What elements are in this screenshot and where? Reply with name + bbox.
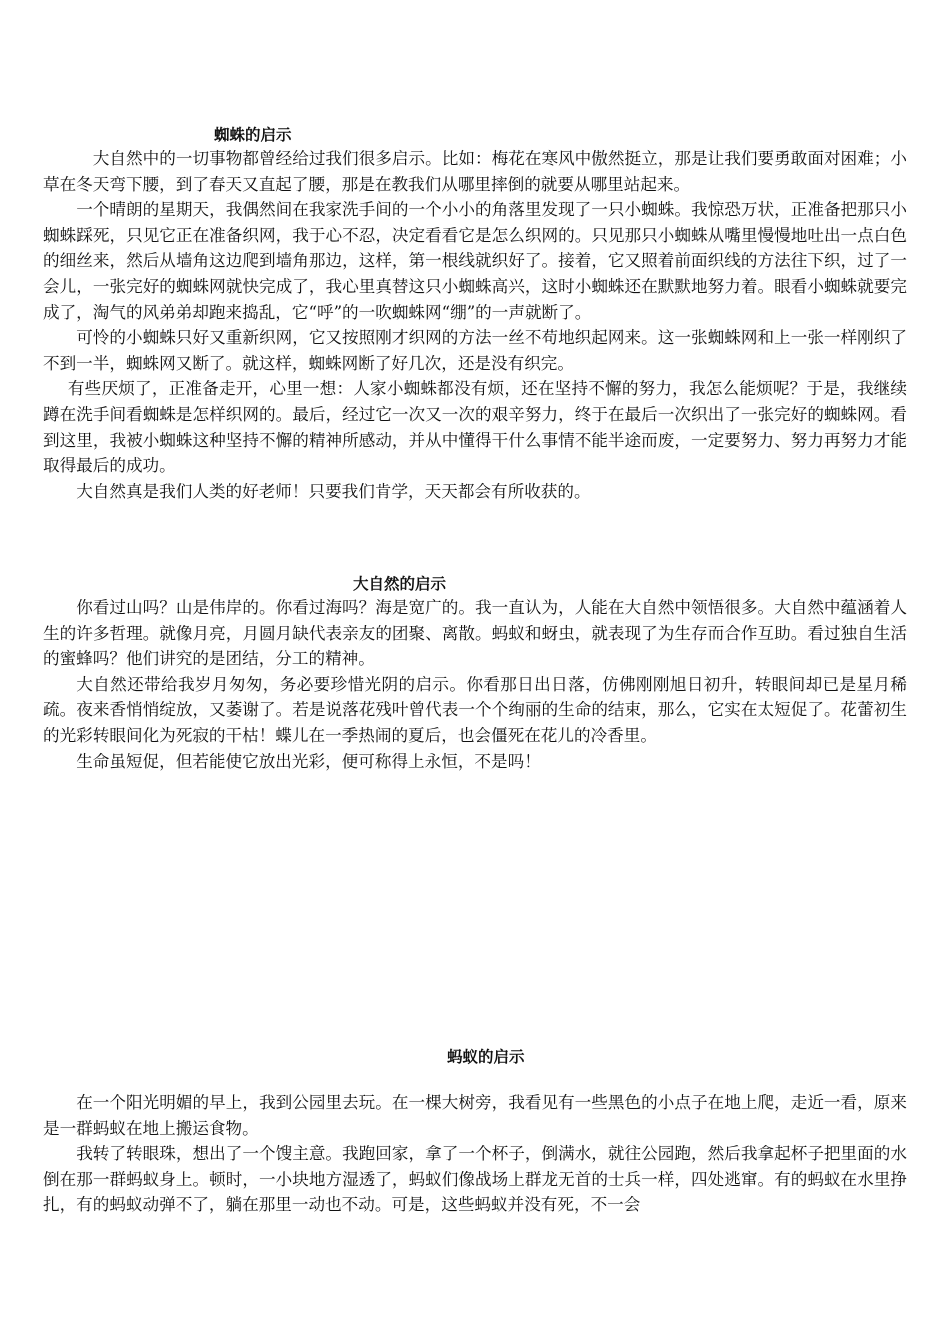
essay-title [43,573,907,595]
essay-ant [43,1046,907,1218]
paragraph: 在一个阳光明媚的早上，我到公园里去玩。在一棵大树旁，我看见有一些黑色的小点子在地上爬，走近一看，原来是一群蚂蚁在地上搬运食物。 [43,1093,907,1138]
essay-title [43,124,907,146]
paragraph: 生命虽短促，但若能使它放出光彩，便可称得上永恒，不是吗！ [76,751,541,771]
paragraph: 有些厌烦了，正准备走开，心里一想：人家小蜘蛛都没有烦，还在坚持不懈的努力，我怎么能烦呢？于是，我继续蹲在洗手间看蜘蛛是怎样织网的。最后，经过它一次又一次的艰辛努力，终于在最后一次织出了一张完好的蜘蛛网。看到这里，我被小蜘蛛这种坚持不懈的精神所感动，并从中懂得干什么事情不能半途而废，一定要努力、努力再努力才能取得最后的成功。 [43,379,907,476]
essay-nature [43,573,907,774]
paragraph: 大自然还带给我岁月匆匆，务必要珍惜光阴的启示。你看那日出日落，仿佛刚刚旭日初升，转眼间却已是星月稀疏。夜来香悄悄绽放，又萎谢了。若是说落花残叶曾代表一个个绚丽的生命的结束，那么，它实在太短促了。花蕾初生的光彩转眼间化为死寂的干枯！蝶儿在一季热闹的夏后，也会僵死在花儿的冷香里。 [43,674,907,745]
paragraph: 可怜的小蜘蛛只好又重新织网，它又按照刚才织网的方法一丝不苟地织起网来。这一张蜘蛛网和上一张一样刚织了不到一半，蜘蛛网又断了。就这样，蜘蛛网断了好几次，还是没有织完。 [43,328,907,373]
paragraph: 一个晴朗的星期天，我偶然间在我家洗手间的一个小小的角落里发现了一只小蜘蛛。我惊恐万状，正准备把那只小蜘蛛踩死，只见它正在准备织网，我于心不忍，决定看看它是怎么织网的。只见那只小蜘蛛从嘴里慢慢地吐出一点白色的细丝来，然后从墙角这边爬到墙角那边，这样，第一根线就织好了。接着，它又照着前面织线的方法往下织，过了一会儿，一张完好的蜘蛛网就快完成了，我心里真替这只小蜘蛛高兴，这时小蜘蛛还在默默地努力着。眼看小蜘蛛就要完成了，淘气的风弟弟却跑来捣乱，它“呼”的一吹蜘蛛网“绷”的一声就断了。 [43,200,907,322]
paragraph: 大自然真是我们人类的好老师！只要我们肯学，天天都会有所收获的。 [76,481,591,501]
paragraph: 大自然中的一切事物都曾经给过我们很多启示。比如：梅花在寒风中傲然挺立，那是让我们要勇敢面对困难；小草在冬天弯下腰，到了春天又直起了腰，那是在教我们从哪里摔倒的就要从哪里站起来。 [43,149,907,194]
essay-title-text: 蚂蚁的启示 [447,1048,525,1066]
paragraph: 你看过山吗？山是伟岸的。你看过海吗？海是宽广的。我一直认为，人能在大自然中领悟很多。大自然中蕴涵着人生的许多哲理。就像月亮，月圆月缺代表亲友的团聚、离散。蚂蚁和蚜虫，就表现了为生存而合作互助。看过独自生活的蜜蜂吗？他们讲究的是团结，分工的精神。 [43,598,907,669]
paragraph: 我转了转眼珠，想出了一个馊主意。我跑回家，拿了一个杯子，倒满水，就往公园跑，然后我拿起杯子把里面的水倒在那一群蚂蚁身上。顿时，一小块地方湿透了，蚂蚁们像战场上群龙无首的士兵一样，四处逃窜。有的蚂蚁在水里挣扎，有的蚂蚁动弹不了，躺在那里一动也不动。可是，这些蚂蚁并没有死，不一会 [43,1144,907,1215]
essay-spider [43,124,907,504]
essay-title [43,1046,907,1068]
essay-title-text: 大自然的启示 [353,575,447,593]
essay-title-text: 蜘蛛的启示 [214,126,292,144]
